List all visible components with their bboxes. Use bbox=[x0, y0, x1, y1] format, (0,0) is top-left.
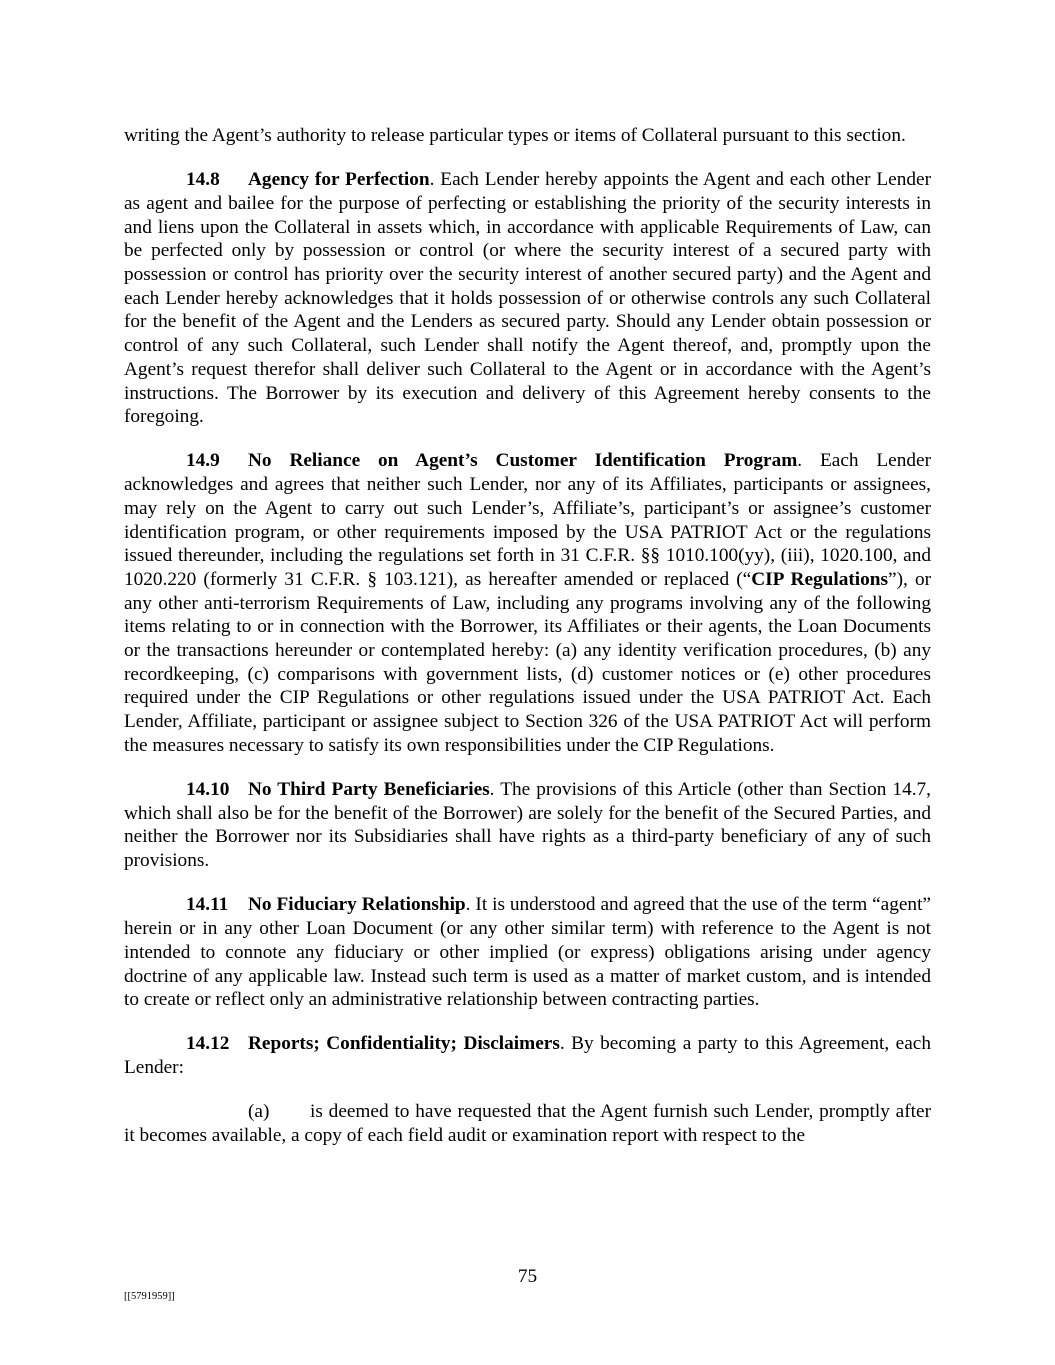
section-number: 14.12 bbox=[186, 1033, 230, 1055]
document-id: [[5791959]] bbox=[124, 1291, 175, 1302]
section-body: . The provisions of this Article (other than Section 14.7, which shall also be for the benefit of the Borrower) are solely for the benefit of the Secured Parties, and neither the Borrower nor its Subsidiaries shall have rights as a third-party beneficiary of any of such provisions. bbox=[124, 779, 931, 872]
subclause-label: (a) bbox=[248, 1101, 270, 1123]
document-page bbox=[124, 124, 931, 1168]
section-number: 14.11 bbox=[186, 894, 229, 916]
subclause-text: is deemed to have requested that the Agent furnish such Lender, promptly after it becomes available, a copy of each field audit or examination report with respect to the bbox=[124, 1101, 931, 1147]
section-body: . Each Lender hereby appoints the Agent and each other Lender as agent and bailee for the purpose of perfecting or establishing the priority of the security interests in and liens upon the Collateral in assets which, in accordance with applicable Requirements of Law, can be perfected only by possession or control (or where the security interest of a secured party with possession or control has priority over the security interest of another secured party) and the Agent and each Lender hereby acknowledges that it holds possession of or otherwise controls any such Collateral for the benefit of the Agent and the Lenders as secured party. Should any Lender obtain possession or control of any such Collateral, such Lender shall notify the Agent thereof, and, promptly upon the Agent’s request therefor shall deliver such Collateral to the Agent or in accordance with the Agent’s instructions. The Borrower by its execution and delivery of this Agreement hereby consents to the foregoing. bbox=[124, 169, 931, 428]
section-body: . By becoming a party to this Agreement, each Lender: bbox=[124, 1033, 931, 1079]
section-number: 14.10 bbox=[186, 779, 230, 801]
defined-term: CIP Regulations bbox=[751, 568, 889, 590]
section-number: 14.8 bbox=[186, 169, 220, 191]
page-number: 75 bbox=[517, 1266, 538, 1287]
section-heading: Reports; Confidentiality; Disclaimers bbox=[248, 1033, 560, 1055]
section-heading: No Third Party Beneficiaries bbox=[248, 779, 490, 801]
section-heading: Agency for Perfection bbox=[248, 169, 430, 191]
section-14-8 bbox=[124, 168, 931, 429]
continuation-paragraph bbox=[124, 124, 931, 148]
continuation-text: writing the Agent’s authority to release particular types or items of Collateral pursuant to this section. bbox=[124, 125, 906, 146]
section-14-9 bbox=[124, 449, 931, 757]
section-number: 14.9 bbox=[186, 450, 220, 472]
subclause-a bbox=[124, 1100, 931, 1147]
section-heading: No Reliance on Agent’s Customer Identification Program bbox=[248, 450, 798, 472]
section-14-10 bbox=[124, 778, 931, 873]
section-body-continued: ”), or any other anti-terrorism Requirements of Law, including any programs involving any of the following items relating to or in connection with the Borrower, its Affiliates or their agents, the Loan Documents or the transactions hereunder or contemplated hereby: (a) any identity verification procedures, (b) any recordkeeping, (c) comparisons with government lists, (d) customer notices or (e) other procedures required under the CIP Regulations or other regulations issued under the USA PATRIOT Act. Each Lender, Affiliate, participant or assignee subject to Section 326 of the USA PATRIOT Act will perform the measures necessary to satisfy its own responsibilities under the CIP Regulations. bbox=[124, 568, 932, 756]
section-body: . It is understood and agreed that the use of the term “agent” herein or in any other Loan Document (or any other similar term) with reference to the Agent is not intended to connote any fiduciary or other implied (or express) obligations arising under agency doctrine of any applicable law. Instead such term is used as a matter of market custom, and is intended to create or reflect only an administrative relationship between contracting parties. bbox=[124, 894, 931, 1011]
section-14-11 bbox=[124, 893, 931, 1012]
section-14-12 bbox=[124, 1032, 931, 1079]
section-heading: No Fiduciary Relationship bbox=[248, 894, 466, 916]
section-body: . Each Lender acknowledges and agrees that neither such Lender, nor any of its Affiliates, participants or assignees, may rely on the Agent to carry out such Lender’s, Affiliate’s, participant’s or assignee’s customer identification program, or other requirements imposed by the USA PATRIOT Act or the regulations issued thereunder, including the regulations set forth in 31 C.F.R. §§ 1010.100(yy), (iii), 1020.100, and 1020.220 (formerly 31 C.F.R. § 103.121), as hereafter amended or replaced (“ bbox=[124, 450, 931, 590]
